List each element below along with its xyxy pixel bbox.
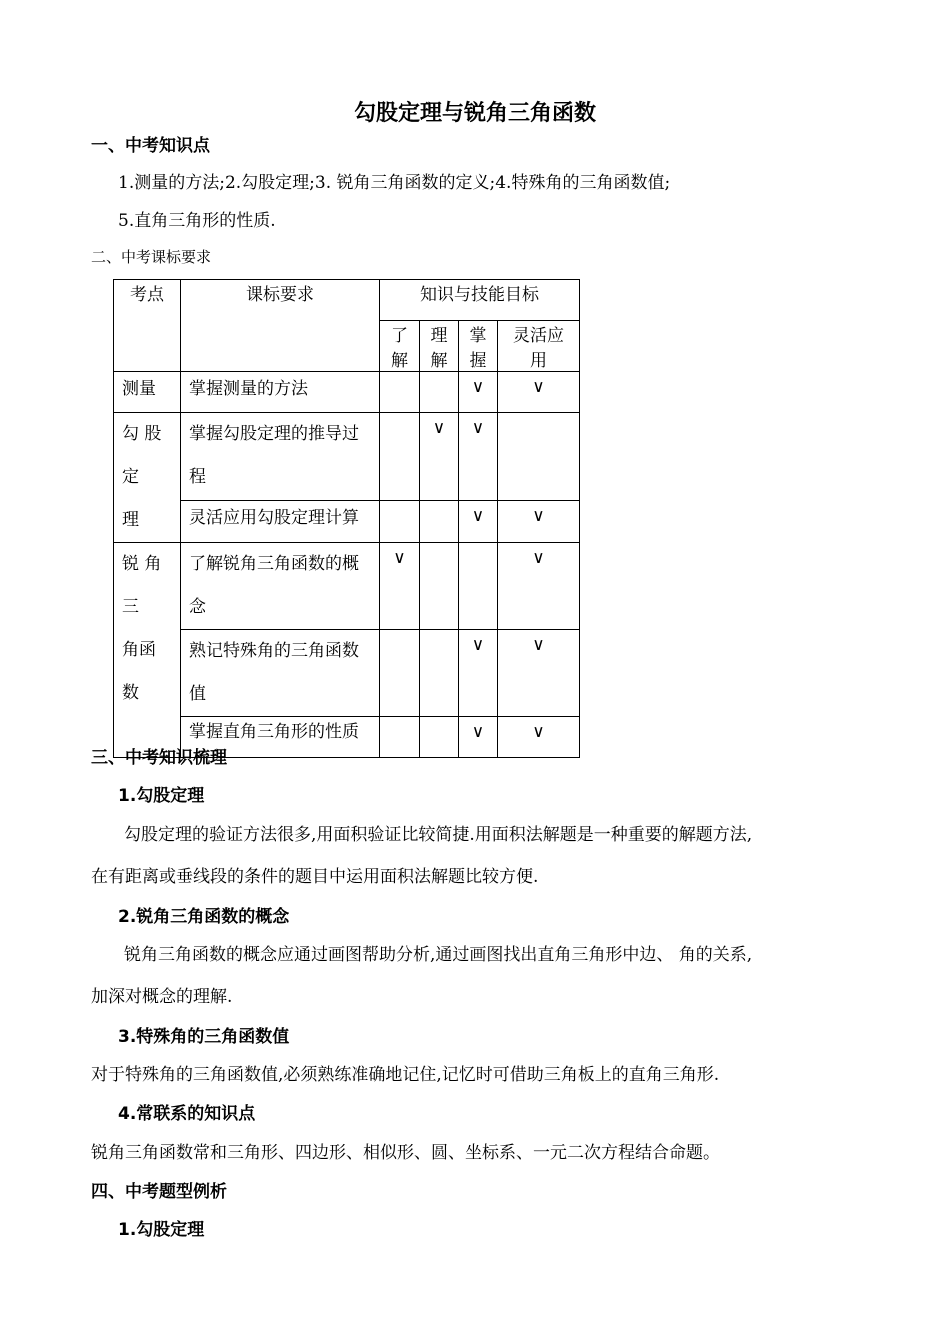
check-mark: ∨: [498, 501, 580, 543]
section2-heading: 二、中考课标要求: [91, 248, 212, 266]
requirement-cell: 掌握勾股定理的推导过 程: [181, 413, 380, 501]
subheader-linghuo: 灵活应用: [498, 321, 580, 372]
requirement-cell: 掌握测量的方法: [181, 372, 380, 413]
check-cell: [420, 372, 459, 413]
paragraph-line: 在有距离或垂线段的条件的题目中运用面积法解题比较方便.: [91, 867, 539, 887]
subsection-related-knowledge-title: 4.常联系的知识点: [118, 1104, 256, 1124]
check-cell: [380, 717, 420, 758]
topic-cell: 勾 股 定 理: [114, 413, 181, 543]
check-mark: ∨: [459, 717, 498, 758]
subsection-pythagorean-title: 1.勾股定理: [118, 786, 205, 806]
check-cell: [420, 501, 459, 543]
check-cell: [420, 717, 459, 758]
check-cell: [420, 630, 459, 717]
paragraph-line: 勾股定理的验证方法很多,用面积验证比较简捷.用面积法解题是一种重要的解题方法,: [124, 825, 753, 845]
check-mark: ∨: [459, 372, 498, 413]
check-mark: ∨: [459, 413, 498, 501]
section4-heading: 四、中考题型例析: [91, 1182, 227, 1202]
table-row: [114, 543, 580, 630]
subheader-zhangwo: 掌握: [459, 321, 498, 372]
subsection-example-pythagorean-title: 1.勾股定理: [118, 1220, 205, 1240]
paragraph-line: 锐角三角函数的概念应通过画图帮助分析,通过画图找出直角三角形中边、 角的关系,: [124, 945, 753, 965]
table-row: [114, 372, 580, 413]
requirement-cell: 熟记特殊角的三角函数 值: [181, 630, 380, 717]
topic-cell: 测量: [114, 372, 181, 413]
subheader-lijie: 理解: [420, 321, 459, 372]
check-mark: ∨: [498, 630, 580, 717]
topic-cell: 锐 角 三 角函数: [114, 543, 181, 758]
section3-heading: 三、中考知识梳理: [91, 748, 227, 768]
page-title: 勾股定理与锐角三角函数: [353, 101, 596, 126]
paragraph-line: 锐角三角函数常和三角形、四边形、相似形、圆、坐标系、一元二次方程结合命题。: [91, 1143, 720, 1163]
subheader-liaojie: 了解: [380, 321, 420, 372]
subsection-special-angles-title: 3.特殊角的三角函数值: [118, 1027, 290, 1047]
check-cell: [420, 543, 459, 630]
knowledge-points-line1: 1.测量的方法;2.勾股定理;3. 锐角三角函数的定义;4.特殊角的三角函数值;: [118, 173, 671, 193]
check-mark: ∨: [498, 717, 580, 758]
check-mark: ∨: [498, 543, 580, 630]
table-header-row: [114, 280, 580, 321]
section1-heading: 一、中考知识点: [91, 136, 210, 156]
header-kaodian: 考点: [114, 280, 181, 372]
paragraph-line: 对于特殊角的三角函数值,必须熟练准确地记住,记忆时可借助三角板上的直角三角形.: [91, 1065, 720, 1085]
check-cell: [380, 372, 420, 413]
knowledge-points-line2: 5.直角三角形的性质.: [118, 211, 276, 231]
table-row: [114, 501, 580, 543]
table-row: [114, 630, 580, 717]
check-mark: ∨: [459, 501, 498, 543]
curriculum-requirements-table: [113, 279, 580, 758]
requirement-cell: 了解锐角三角函数的概 念: [181, 543, 380, 630]
check-cell: [380, 413, 420, 501]
table-row: [114, 413, 580, 501]
check-mark: ∨: [498, 372, 580, 413]
check-cell: [498, 413, 580, 501]
check-cell: [380, 501, 420, 543]
check-mark: ∨: [380, 543, 420, 630]
header-goal: 知识与技能目标: [380, 280, 580, 321]
check-mark: ∨: [420, 413, 459, 501]
check-mark: ∨: [459, 630, 498, 717]
header-yaoqiu: 课标要求: [181, 280, 380, 372]
check-cell: [459, 543, 498, 630]
check-cell: [380, 630, 420, 717]
requirement-cell: 灵活应用勾股定理计算: [181, 501, 380, 543]
paragraph-line: 加深对概念的理解.: [91, 987, 233, 1007]
requirement-cell: 掌握直角三角形的性质: [181, 717, 380, 758]
subsection-trig-concept-title: 2.锐角三角函数的概念: [118, 907, 290, 927]
